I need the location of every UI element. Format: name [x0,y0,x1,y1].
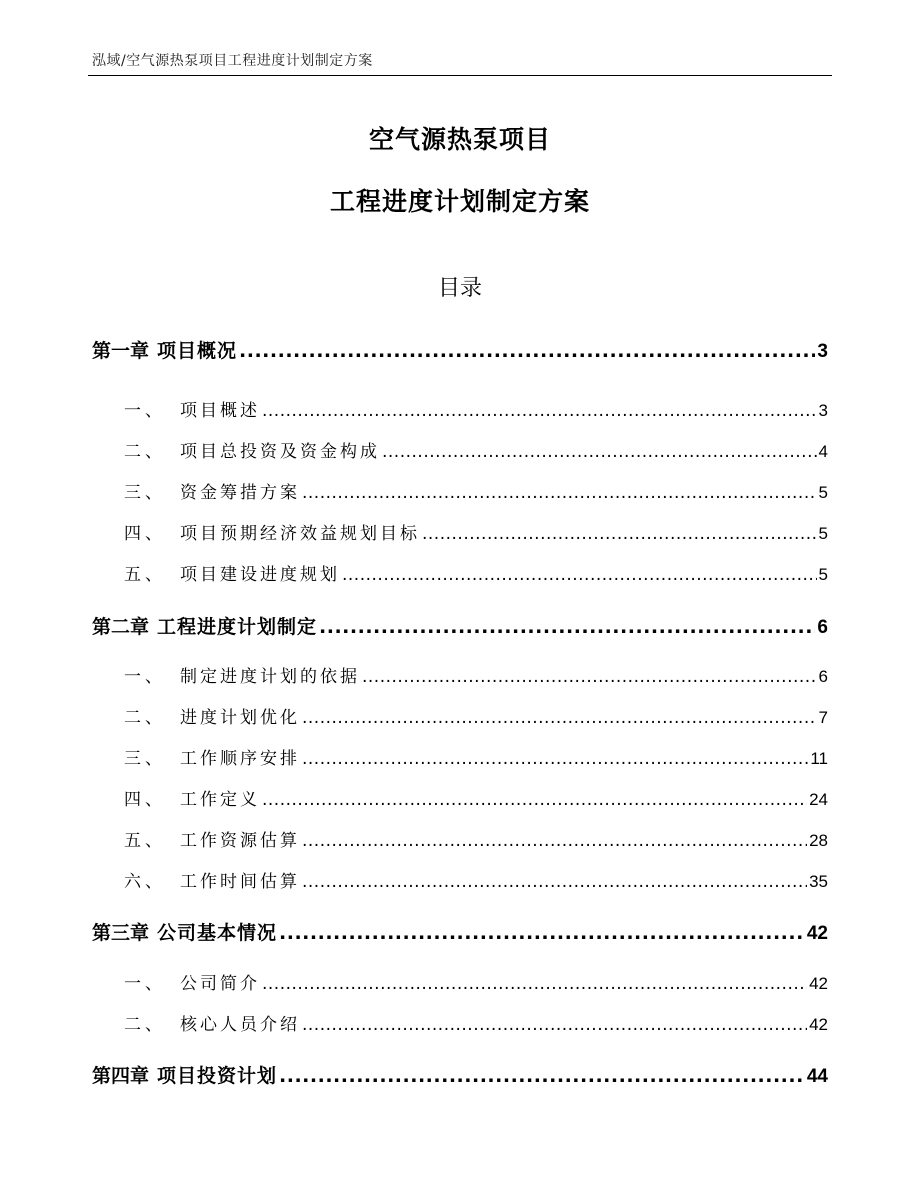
toc-entry-label [124,478,300,503]
toc-entry-number: 第三章 [92,922,150,944]
toc-entry-page-number: 28 [809,831,828,850]
toc-section-entry[interactable] [92,744,828,769]
header-divider [88,75,832,76]
toc-entry-page-number: 11 [810,749,828,768]
toc-entry-number: 四、 [124,790,166,810]
toc-entry-title: 项目预期经济效益规划目标 [180,524,420,544]
toc-entry-title: 项目建设进度规划 [180,565,340,585]
page-header: 泓域/空气源热泵项目工程进度计划制定方案 [92,53,373,69]
toc-section-entry[interactable] [92,560,828,585]
toc-section-entry[interactable] [92,396,828,421]
toc-entry-label [124,662,360,687]
toc-entry-title: 项目概述 [180,401,260,421]
toc-entry-page-number: 35 [809,872,828,891]
toc-section-entry[interactable] [92,437,828,462]
toc-leader-dots [422,524,817,544]
toc-entry-page-number: 42 [809,1015,828,1034]
toc-entry-title: 工作资源估算 [180,831,300,851]
toc-leader-dots [302,749,808,769]
toc-entry-label [124,703,300,728]
toc-section-entry[interactable] [92,867,828,892]
toc-section-entry[interactable] [92,662,828,687]
toc-leader-dots [239,340,815,362]
toc-entry-title: 工作定义 [180,790,260,810]
toc-entry-label [92,918,277,945]
toc-chapter-entry[interactable] [92,918,828,945]
toc-entry-label [92,1061,277,1088]
toc-entry-number: 二、 [124,1015,166,1035]
toc-entry-title: 公司基本情况 [157,922,278,944]
toc-entry-title: 项目总投资及资金构成 [180,442,380,462]
toc-entry-number: 四、 [124,524,166,544]
toc-entry-number: 第二章 [92,616,150,638]
toc-chapter-entry[interactable] [92,336,828,363]
toc-entry-page-number: 3 [818,401,828,420]
toc-entry-title: 资金筹措方案 [180,483,300,503]
toc-entry-label [124,744,300,769]
toc-entry-title: 核心人员介绍 [180,1015,300,1035]
toc-leader-dots [302,872,807,892]
toc-entry-title: 工作顺序安排 [180,749,300,769]
toc-entry-page-number: 3 [817,341,828,362]
toc-leader-dots [279,922,805,944]
toc-entry-page-number: 24 [809,790,828,809]
toc-leader-dots [262,401,817,421]
toc-entry-page-number: 6 [817,617,828,638]
toc-leader-dots [382,442,817,462]
toc-entry-page-number: 44 [806,1066,828,1087]
toc-entry-page-number: 5 [818,565,828,584]
toc-entry-page-number: 5 [818,524,828,543]
toc-section-entry[interactable] [92,519,828,544]
toc-entry-title: 制定进度计划的依据 [180,667,360,687]
toc-leader-dots [302,483,817,503]
toc-entry-label [124,437,380,462]
toc-entry-title: 工程进度计划制定 [157,616,318,638]
toc-leader-dots [279,1065,805,1087]
toc-entry-label [124,396,260,421]
toc-section-entry[interactable] [92,703,828,728]
toc-entry-label [124,867,300,892]
toc-entry-page-number: 6 [818,667,828,686]
document-title-line-2: 工程进度计划制定方案 [329,187,590,216]
toc-entry-page-number: 7 [818,708,828,727]
toc-leader-dots [302,831,807,851]
toc-chapter-entry[interactable] [92,612,828,639]
toc-chapter-entry[interactable] [92,1061,828,1088]
toc-entry-label [124,785,260,810]
toc-entry-number: 二、 [124,708,166,728]
toc-entry-title: 工作时间估算 [180,872,300,892]
toc-leader-dots [302,1015,807,1035]
toc-leader-dots [319,616,815,638]
toc-entry-number: 三、 [124,483,166,503]
toc-section-entry[interactable] [92,1010,828,1035]
toc-leader-dots [262,974,807,994]
toc-entry-page-number: 42 [809,974,828,993]
toc-entry-label [92,612,317,639]
toc-entry-number: 第四章 [92,1065,150,1087]
toc-entry-page-number: 5 [818,483,828,502]
toc-entry-number: 五、 [124,831,166,851]
document-title-line-1: 空气源热泵项目 [368,125,551,154]
toc-entry-number: 二、 [124,442,166,462]
toc-entry-number: 一、 [124,974,166,994]
toc-entry-page-number: 4 [818,442,828,461]
toc-heading: 目录 [437,276,482,301]
toc-entry-number: 一、 [124,401,166,421]
toc-section-entry[interactable] [92,785,828,810]
toc-leader-dots [302,708,817,728]
toc-entry-number: 一、 [124,667,166,687]
toc-entry-number: 六、 [124,872,166,892]
toc-entry-title: 公司简介 [180,974,260,994]
toc-entry-label [124,1010,300,1035]
toc-section-entry[interactable] [92,826,828,851]
toc-entry-number: 三、 [124,749,166,769]
toc-entry-number: 五、 [124,565,166,585]
toc-leader-dots [362,667,817,687]
toc-entry-title: 项目投资计划 [157,1065,278,1087]
toc-entry-label [92,336,237,363]
toc-entry-title: 项目概况 [157,340,238,362]
toc-leader-dots [342,565,817,585]
toc-section-entry[interactable] [92,969,828,994]
toc-entry-page-number: 42 [806,923,828,944]
toc-entry-label [124,519,420,544]
toc-leader-dots [262,790,807,810]
toc-entry-label [124,560,340,585]
toc-entry-label [124,826,300,851]
toc-entry-label [124,969,260,994]
toc-entry-number: 第一章 [92,340,150,362]
toc-section-entry[interactable] [92,478,828,503]
toc-entry-title: 进度计划优化 [180,708,300,728]
